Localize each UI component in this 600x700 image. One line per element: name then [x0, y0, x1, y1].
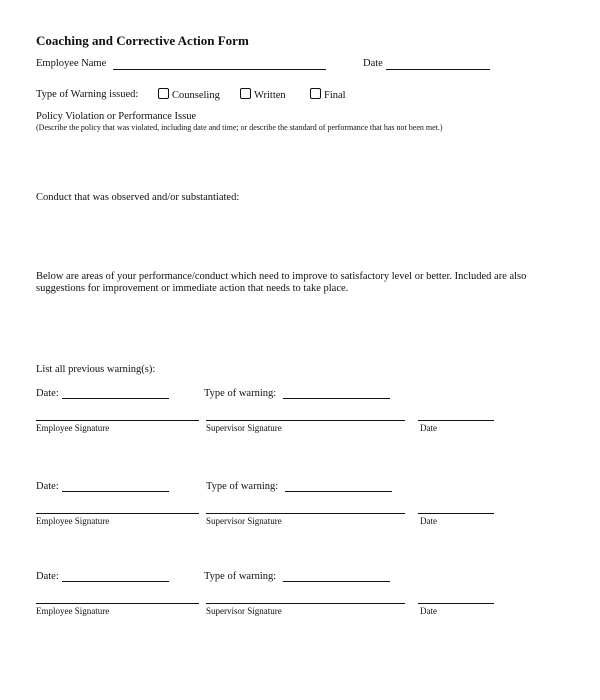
written-option[interactable] — [240, 88, 286, 101]
employee-signature-line[interactable] — [36, 603, 199, 604]
policy-note: (Describe the policy that was violated, including date and time; or describe the standard of performance that has not been met.) — [36, 123, 443, 132]
final-option[interactable] — [310, 88, 346, 101]
previous-warnings-label: List all previous warning(s): — [36, 364, 156, 375]
final-checkbox[interactable] — [310, 88, 321, 99]
entry-date-field[interactable] — [62, 398, 169, 399]
entry-type-field[interactable] — [283, 398, 390, 399]
signature-date-line[interactable] — [418, 513, 494, 514]
entry-date-label: Date: — [36, 388, 59, 399]
supervisor-signature-label: Supervisor Signature — [206, 606, 282, 616]
signature-date-label: Date — [420, 516, 437, 526]
date-field[interactable] — [386, 69, 490, 70]
employee-name-label: Employee Name — [36, 58, 107, 69]
entry-type-field[interactable] — [285, 491, 392, 492]
supervisor-signature-label: Supervisor Signature — [206, 516, 282, 526]
employee-signature-line[interactable] — [36, 513, 199, 514]
signature-date-line[interactable] — [418, 420, 494, 421]
employee-signature-label: Employee Signature — [36, 423, 110, 433]
date-label: Date — [363, 58, 383, 69]
written-label: Written — [254, 90, 286, 101]
supervisor-signature-line[interactable] — [206, 420, 405, 421]
policy-heading: Policy Violation or Performance Issue — [36, 111, 197, 122]
employee-signature-label: Employee Signature — [36, 606, 110, 616]
counseling-checkbox[interactable] — [158, 88, 169, 99]
signature-date-line[interactable] — [418, 603, 494, 604]
employee-name-field[interactable] — [113, 69, 326, 70]
improvement-text-line1: Below are areas of your performance/conduct which need to improve to satisfactory level or better. Included are also — [36, 271, 527, 282]
counseling-label: Counseling — [172, 90, 220, 101]
entry-date-field[interactable] — [62, 581, 169, 582]
supervisor-signature-label: Supervisor Signature — [206, 423, 282, 433]
improvement-text-line2: suggestions for improvement or immediate action that needs to take place. — [36, 283, 349, 294]
signature-date-label: Date — [420, 423, 437, 433]
conduct-label: Conduct that was observed and/or substantiated: — [36, 192, 240, 203]
entry-type-field[interactable] — [283, 581, 390, 582]
form-title: Coaching and Corrective Action Form — [36, 33, 249, 48]
entry-date-field[interactable] — [62, 491, 169, 492]
warning-type-label: Type of Warning issued: — [36, 89, 139, 100]
entry-type-label: Type of warning: — [206, 481, 279, 492]
supervisor-signature-line[interactable] — [206, 513, 405, 514]
entry-date-label: Date: — [36, 571, 59, 582]
signature-date-label: Date — [420, 606, 437, 616]
final-label: Final — [324, 90, 346, 101]
counseling-option[interactable] — [158, 88, 220, 101]
entry-type-label: Type of warning: — [204, 571, 277, 582]
written-checkbox[interactable] — [240, 88, 251, 99]
entry-date-label: Date: — [36, 481, 59, 492]
entry-type-label: Type of warning: — [204, 388, 277, 399]
employee-signature-label: Employee Signature — [36, 516, 110, 526]
employee-signature-line[interactable] — [36, 420, 199, 421]
supervisor-signature-line[interactable] — [206, 603, 405, 604]
